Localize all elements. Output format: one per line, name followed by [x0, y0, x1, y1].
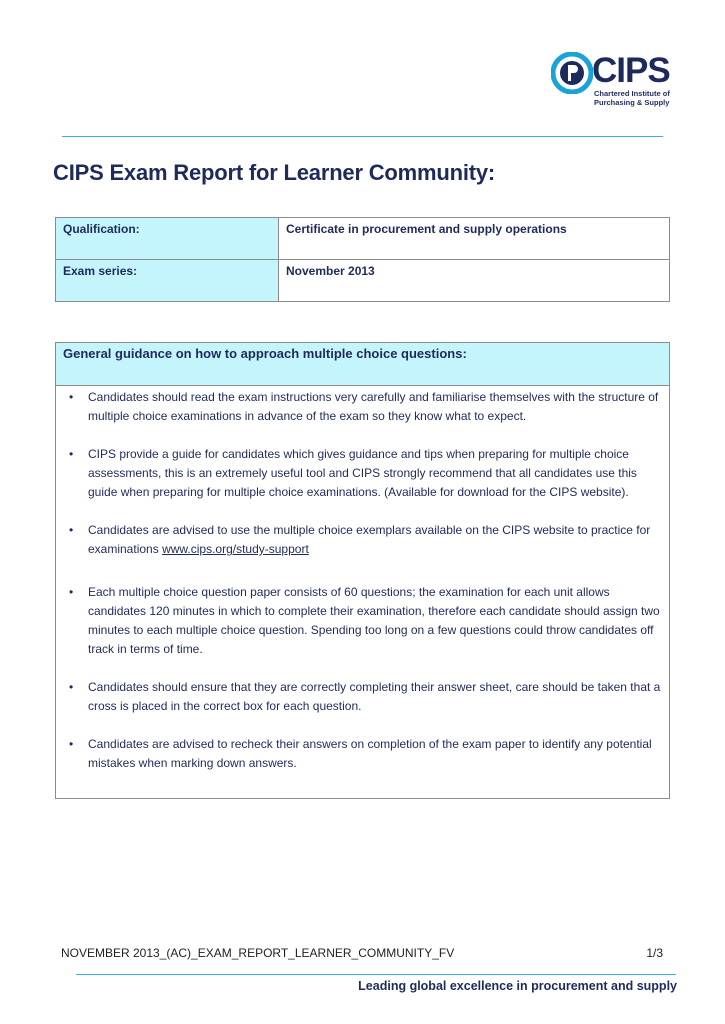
bullet-icon: •: [69, 447, 74, 461]
list-item: [69, 583, 668, 659]
bullet-text: Candidates are advised to use the multiple choice exemplars available on the CIPS website to practice for examinations: [88, 523, 651, 556]
logo-subtitle: [594, 89, 674, 107]
logo-subtitle-line1: Chartered Institute of: [594, 89, 670, 98]
bullet-icon: •: [69, 585, 74, 599]
bullet-icon: •: [69, 680, 74, 694]
study-support-link[interactable]: www.cips.org/study-support: [162, 542, 309, 556]
table-row: [56, 218, 670, 260]
footer-tagline: Leading global excellence in procurement and supply: [358, 979, 677, 993]
exam-series-label: Exam series:: [56, 260, 279, 302]
page-title: CIPS Exam Report for Learner Community:: [53, 160, 496, 185]
bullet-text: Candidates should ensure that they are correctly completing their answer sheet, care should be taken that a cross is placed in the correct box for each question.: [88, 680, 661, 713]
footer-divider: [76, 974, 676, 975]
footer-page-number: 1/3: [646, 946, 663, 960]
list-item: [69, 445, 668, 502]
footer-document-reference: NOVEMBER 2013_(AC)_EXAM_REPORT_LEARNER_COMMUNITY_FV: [61, 946, 455, 960]
cips-globe-icon: [551, 52, 593, 94]
bullet-text: CIPS provide a guide for candidates which gives guidance and tips when preparing for multiple choice assessments, this is an extremely useful tool and CIPS strongly recommend that all candidates use this guide when preparing for multiple choice examinations. (Available for download for the CIPS website).: [88, 447, 637, 499]
guidance-box: [55, 342, 670, 799]
bullet-icon: •: [69, 737, 74, 751]
bullet-text: Candidates are advised to recheck their answers on completion of the exam paper to identify any potential mistakes when marking down answers.: [88, 737, 652, 770]
logo-wordmark: CIPS: [592, 51, 670, 90]
header-divider: [62, 136, 663, 137]
bullet-text: Candidates should read the exam instructions very carefully and familiarise themselves with the structure of multiple choice examinations in advance of the exam so they know what to expect.: [88, 390, 659, 423]
list-item: [69, 678, 668, 716]
cips-logo: [551, 50, 671, 112]
bullet-text: Each multiple choice question paper consists of 60 questions; the examination for each unit allows candidates 120 minutes in which to complete their examination, therefore each candidate should assign two minutes to each multiple choice question. Spending too long on a few questions could throw candidates off track in terms of time.: [88, 585, 660, 656]
list-item: [69, 388, 668, 426]
bullet-icon: •: [69, 390, 74, 404]
list-item: [69, 735, 668, 773]
bullet-icon: •: [69, 523, 74, 537]
exam-info-table: [55, 217, 670, 302]
exam-series-value: November 2013: [279, 260, 670, 302]
guidance-heading: General guidance on how to approach multiple choice questions:: [56, 343, 669, 386]
table-row: [56, 260, 670, 302]
list-item: [69, 521, 668, 559]
qualification-label: Qualification:: [56, 218, 279, 260]
qualification-value: Certificate in procurement and supply operations: [279, 218, 670, 260]
logo-subtitle-line2: Purchasing & Supply: [594, 98, 670, 107]
